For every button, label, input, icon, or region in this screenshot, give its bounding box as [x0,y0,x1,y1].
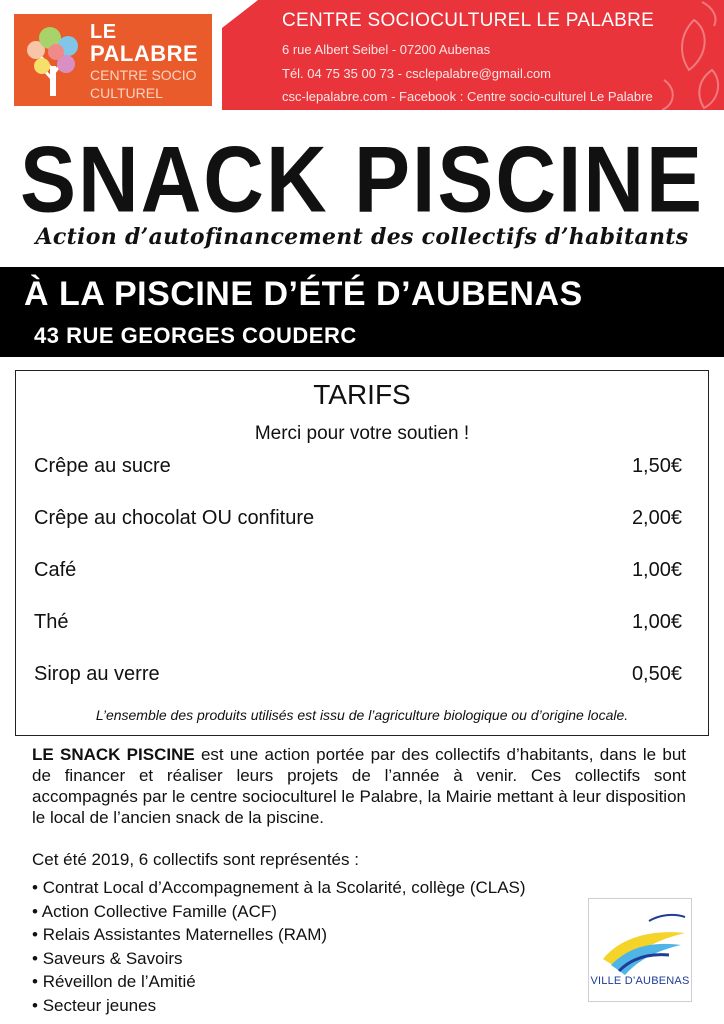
header-info [222,0,724,110]
list-item: • Relais Assistantes Maternelles (RAM) [32,923,526,947]
logo-sub-2: CULTUREL [90,84,163,101]
logo-palabre: PALABRE [90,41,199,66]
list-item: • Contrat Local d’Accompagnement à la Scolarité, collège (CLAS) [32,876,526,900]
item-name: Sirop au verre [34,663,160,685]
palabre-logo [14,14,212,106]
price-row [34,663,682,686]
page-title: SNACK PISCINE [19,126,705,232]
description-text: est une action portée par des collectifs d’habitants, dans le but de financer et réaliser leurs projets de l’année à venir. Ces collectifs sont accompagnés par le centre socioculturel le Palabre, la Mairie mettant à leur disposition le local de l’ancien snack de la piscine. [32,745,686,827]
item-name: Thé [34,611,69,633]
header-web: csc-lepalabre.com - Facebook : Centre socio-culturel Le Palabre [282,89,653,104]
page-subtitle: Action d’autofinancement des collectifs d’habitants [35,224,689,250]
item-price: 0,50€ [631,663,682,685]
header-address: 6 rue Albert Seibel - 07200 Aubenas [282,42,491,57]
list-item: • Réveillon de l’Amitié [32,970,526,994]
item-price: 1,50€ [631,455,682,477]
item-price: 1,00€ [631,559,682,581]
item-price: 1,00€ [631,611,682,633]
price-row [34,455,682,478]
price-row [34,559,682,582]
tree-icon [22,20,84,100]
ville-aubenas-logo [588,898,692,1002]
header-contact: Tél. 04 75 35 00 73 - csclepalabre@gmail.com [282,66,552,81]
description-lead: LE SNACK PISCINE [32,745,195,764]
tarifs-note: L’ensemble des produits utilisés est issu de l’agriculture biologique ou d’origine locale. [95,707,629,723]
tarifs-panel [15,370,709,736]
header-notch [222,0,258,28]
tarifs-title: TARIFS [313,379,411,410]
list-item: • Action Collective Famille (ACF) [32,900,526,924]
location-address: 43 RUE GEORGES COUDERC [34,323,357,348]
item-price: 2,00€ [631,507,682,529]
price-row [34,507,682,530]
list-item: • Secteur jeunes [32,994,526,1018]
location-title: À LA PISCINE D’ÉTÉ D’AUBENAS [24,275,583,313]
logo-sub-1: CENTRE SOCIO [90,67,197,83]
logo-le: LE [90,21,117,43]
ville-swoosh-icon [589,899,693,979]
header-title: CENTRE SOCIOCULTUREL LE PALABRE [282,10,655,31]
description-paragraph [32,744,686,828]
item-name: Crêpe au sucre [34,455,171,477]
price-row [34,611,682,634]
ville-text: VILLE D’AUBENAS [590,975,690,987]
collectifs-list [32,876,526,1017]
tarifs-thanks: Merci pour votre soutien ! [254,423,470,444]
collectifs-intro: Cet été 2019, 6 collectifs sont représentés : [32,850,359,869]
item-name: Café [34,559,77,581]
location-band [0,267,724,357]
item-name: Crêpe au chocolat OU confiture [34,507,315,529]
list-item: • Saveurs & Savoirs [32,947,526,971]
